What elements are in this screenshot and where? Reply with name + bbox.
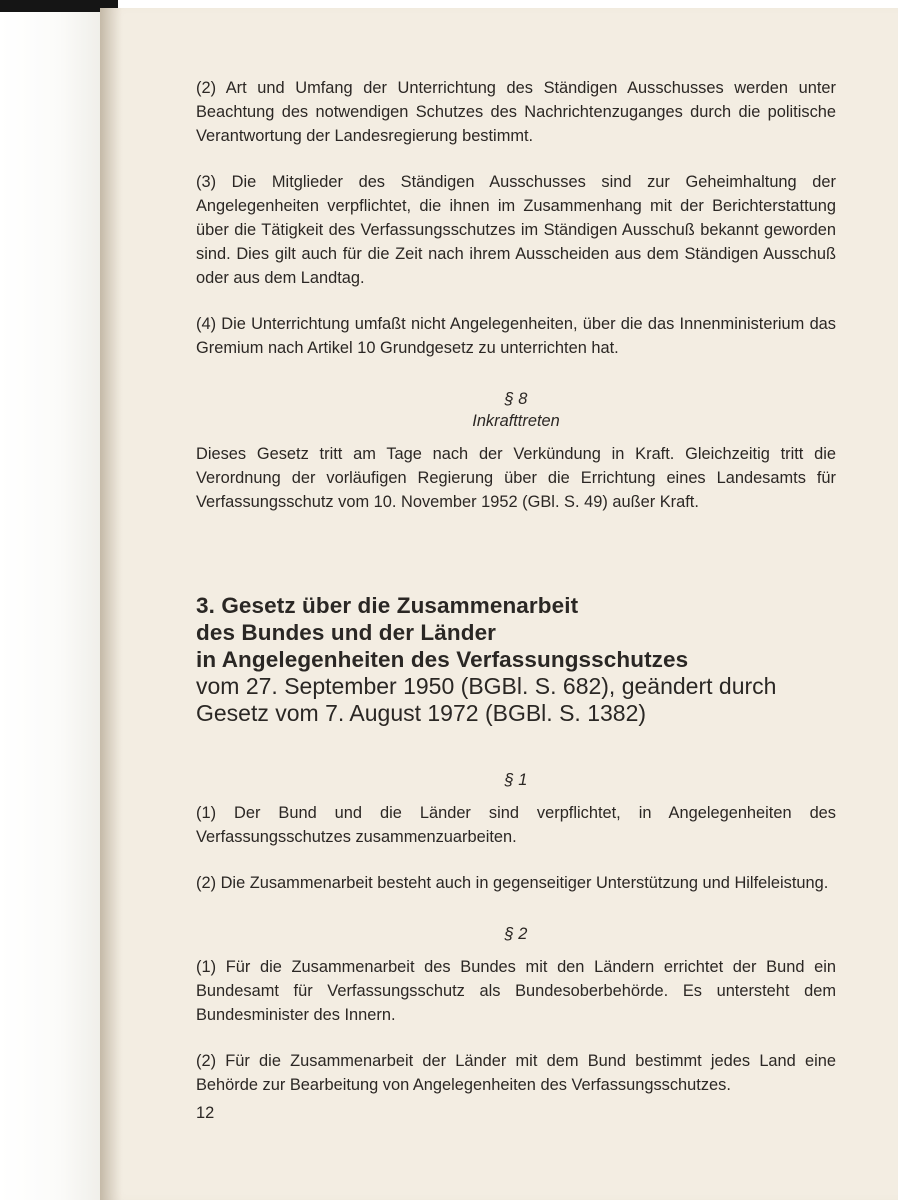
- section-1-paragraph-1: (1) Der Bund und die Länder sind verpflichtet, in Angelegenheiten des Verfassungsschutzes zusammenzuarbeiten.: [196, 804, 836, 846]
- section-2-paragraph-1: (1) Für die Zusammenarbeit des Bundes mit den Ländern errichtet der Bund ein Bundesamt für Verfassungsschutz als Bundesoberbehörde. Es untersteht dem Bundesminister des Innern.: [196, 958, 836, 1024]
- section-2-paragraph-2: (2) Für die Zusammenarbeit der Länder mit dem Bund bestimmt jedes Land eine Behörde zur Bearbeitung von Angelegenheiten des Verfassungsschutzes.: [196, 1052, 836, 1094]
- section-8-number: § 8: [504, 390, 528, 408]
- heading-line-4: vom 27. September 1950 (BGBl. S. 682), geändert durch: [196, 673, 777, 699]
- section-8-text: Dieses Gesetz tritt am Tage nach der Verkündung in Kraft. Gleichzeitig tritt die Verordnung der vorläufigen Regierung über die Errichtung eines Landesamts für Verfassungsschutz vom 10. November 1952 (GBl. S. 49) außer Kraft.: [196, 445, 836, 511]
- section-1-header: [196, 769, 836, 791]
- heading-line-5: Gesetz vom 7. August 1972 (BGBl. S. 1382): [196, 700, 647, 726]
- page-binding-shadow: [100, 8, 122, 1200]
- section-8-title: Inkrafttreten: [472, 412, 560, 430]
- page-content: [196, 76, 836, 1119]
- paragraph-7-3: (3) Die Mitglieder des Ständigen Ausschusses sind zur Geheimhaltung der Angelegenheiten verpflichtet, die ihnen im Zusammenhang mit der Berichterstattung über die Tätigkeit des Verfassungsschutzes im Ständigen Ausschuß bekannt geworden sind. Dies gilt auch für die Zeit nach ihrem Ausscheiden aus dem Ständigen Ausschuß oder aus dem Landtag.: [196, 173, 836, 287]
- paragraph-7-4: (4) Die Unterrichtung umfaßt nicht Angelegenheiten, über die das Innenministerium das Gremium nach Artikel 10 Grundgesetz zu unterrichten hat.: [196, 315, 836, 357]
- paragraph-7-2: (2) Art und Umfang der Unterrichtung des Ständigen Ausschusses werden unter Beachtung des notwendigen Schutzes des Nachrichtenzuganges durch die politische Verantwortung der Landesregierung bestimmt.: [196, 79, 836, 145]
- law-heading: [196, 592, 836, 727]
- heading-line-1: 3. Gesetz über die Zusammenarbeit: [196, 593, 579, 618]
- section-2-number: § 2: [504, 925, 528, 943]
- section-1-paragraph-2: (2) Die Zusammenarbeit besteht auch in gegenseitiger Unterstützung und Hilfeleistung.: [196, 874, 829, 892]
- heading-line-2: des Bundes und der Länder: [196, 620, 497, 645]
- heading-line-3: in Angelegenheiten des Verfassungsschutzes: [196, 647, 689, 672]
- scan-margin: [0, 12, 100, 1200]
- section-8-header: [196, 388, 836, 432]
- section-1-number: § 1: [504, 771, 528, 789]
- page-number: 12: [196, 1104, 215, 1122]
- section-2-header: [196, 923, 836, 945]
